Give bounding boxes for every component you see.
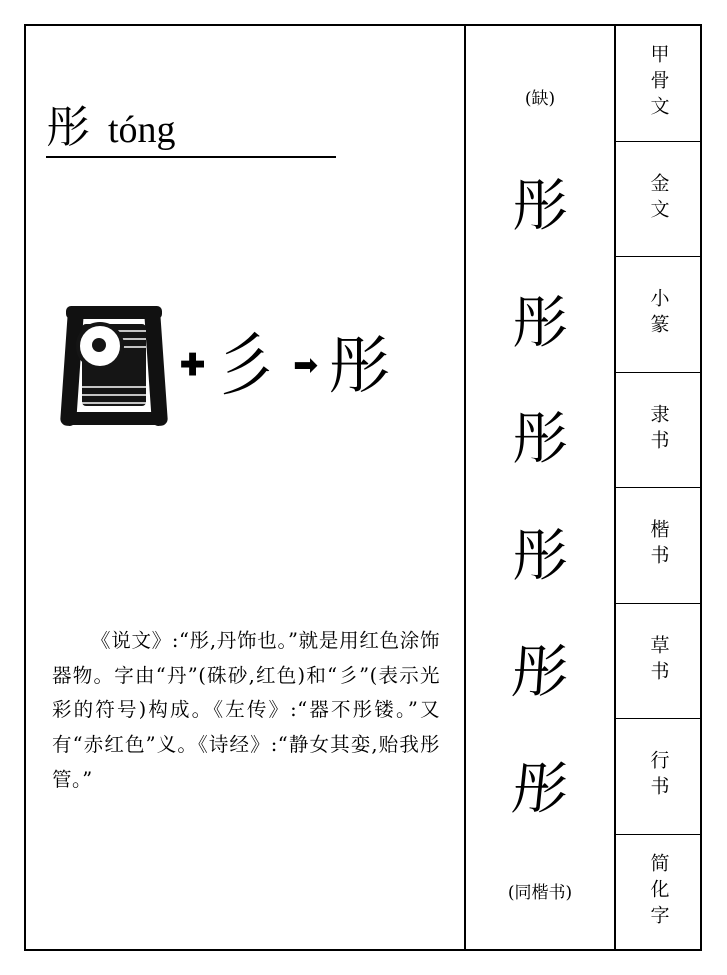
dictionary-page — [24, 24, 702, 951]
dan-crucible-pictograph-icon — [56, 296, 174, 436]
explanation-text: 《说文》:“彤,丹饰也。”就是用红色涂饰器物。字由“丹”(硃砂,红色)和“彡”(表示光彩的符号)构成。《左传》:“器不彤镂。”又有“赤红色”义。《诗经》:“静女其娈,贻我彤管。” — [52, 629, 440, 791]
label-jianhuazi-text: 简化字 — [647, 852, 670, 931]
result-character-glyph: 彤 — [328, 329, 391, 402]
script-forms-column — [466, 26, 616, 949]
label-xiaozhuan — [616, 257, 700, 373]
main-panel — [26, 26, 466, 949]
label-jianhuazi — [616, 835, 700, 950]
label-jinwen — [616, 142, 700, 258]
label-kaishu — [616, 488, 700, 604]
headword-block — [46, 102, 336, 158]
etymology-row — [56, 291, 446, 441]
label-xingshu-text: 行书 — [647, 750, 670, 803]
label-xingshu — [616, 719, 700, 835]
component-shan-glyph: 彡 — [215, 325, 276, 407]
plus-icon: ✚ — [180, 349, 206, 382]
label-caoshu — [616, 604, 700, 720]
label-caoshu-text: 草书 — [647, 634, 670, 687]
label-jiaguwen-text: 甲骨文 — [647, 44, 670, 123]
label-kaishu-text: 楷书 — [647, 519, 670, 572]
label-lishu — [616, 373, 700, 489]
script-label-column — [616, 26, 700, 949]
script-form-jinwen: 彤 — [512, 174, 568, 240]
script-form-xingshu: 彤 — [508, 756, 572, 822]
label-lishu-text: 隶书 — [647, 403, 670, 456]
script-forms-list — [466, 109, 614, 878]
oracle-bone-missing-note: (缺) — [524, 89, 556, 109]
script-form-xiaozhuan: 彤 — [512, 290, 568, 356]
script-form-kaishu: 彤 — [512, 523, 568, 589]
headword-character: 彤 — [46, 102, 92, 153]
label-jinwen-text: 金文 — [647, 172, 670, 225]
label-xiaozhuan-text: 小篆 — [647, 288, 670, 341]
script-form-caoshu: 彤 — [509, 639, 571, 706]
headword-pinyin: tóng — [108, 109, 176, 151]
simplified-same-as-kaishu-note: (同楷书) — [507, 883, 573, 903]
arrow-right-icon: ➡ — [293, 349, 319, 382]
label-jiaguwen — [616, 26, 700, 142]
script-form-lishu: 彤 — [512, 407, 568, 473]
